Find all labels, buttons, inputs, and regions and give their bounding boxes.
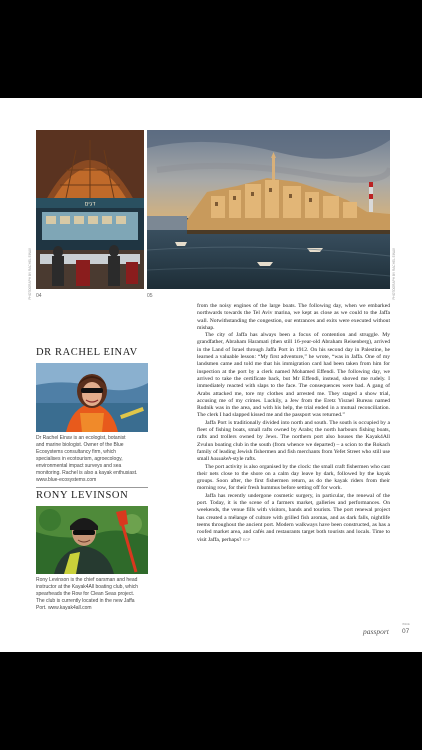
caption-number-05: 05 (147, 293, 153, 299)
rony-levinson-photo (36, 506, 148, 574)
page-number-tag: ISSUE (402, 623, 410, 626)
bio-line: specialises in ecotourism, agroecology, (36, 456, 123, 462)
magazine-logo: passport (363, 627, 389, 636)
article-paragraph (197, 420, 390, 464)
article-paragraph: The city of Jaffa has always been a focus of contention and struggle. My grandfather, Abraham Haramati (then still 16-year-old Abraham Reisenberg), arrived in the Land of Israel through Jaffa Port in 1912. On his second day in Palestine, he learned a valuable lesson: “My first adventure,” he wrote, “was in Jaffa. One of my landsmen came and told me that his immigration card had been taken from him for inspection at the port by a clerk named Mohamed Effendi. The following day, we arrived to take the certificate back, but Mr Effendi, instead, shoved me rudely. I immediately reacted with slaps to the face. The consequences were bad. A gang of Arabs attacked me, tore my clothes and arrested me. They staged a show trial, accusing me of my crimes. Luckily, a Jew from the Eretz Yisrael Bureau named Rudnik was in the area, and with his help, the trial ended in a mutual reconciliation. The clerk I had slapped kissed me and the passport was returned.” (197, 332, 390, 419)
bio-line: Ecosystems consultancy firm, which (36, 449, 117, 455)
article-body (197, 303, 390, 544)
bio-line: monitoring. Rachel is also a kayak enthusiast. (36, 470, 138, 476)
profile-bio-rony (36, 577, 156, 612)
bio-line: environmental impact surveys and sea (36, 463, 122, 469)
right-photo-credit: PHOTOGRAPH BY RACHEL EINAV (392, 248, 396, 300)
bio-line: The club is currently located in the new Jaffa (36, 598, 135, 604)
article-text: Jaffa Port is traditionally divided into north and south. The south is occupied by a fleet of fishing boats, small rafts owned by Arabs; the north harbours fishing boats, rafts and trollers owned by Jews. The northern port also houses the Kayak4All Zvulun boating club in the south (from whence we departed) – a scion to the Rokach family of leading Jewish fishermen and fish merchants from Yefet Street who still use small (197, 419, 390, 463)
profile-name-rony: RONY LEVINSON (36, 490, 129, 501)
bio-line: and marine biologist. Owner of the Blue (36, 442, 124, 448)
caption-number-04: 04 (36, 293, 42, 299)
article-paragraph (197, 493, 390, 544)
article-italic-term: hassakeh (210, 456, 232, 463)
bio-url: Port. www.kayak4all.com (36, 605, 92, 611)
magazine-page (0, 98, 422, 652)
profile-bio-rachel (36, 435, 156, 484)
end-mark: ECP (242, 537, 251, 542)
profile-name-rachel: DR RACHEL EINAV (36, 347, 138, 358)
article-paragraph: from the noisy engines of the large boats. The following day, when we embarked northwards towards the Tel Aviv marina, we kept as close as we could to the Jaffa wall. Notwithstanding the congestion, our entrances and exits were executed without mishap. (197, 303, 390, 331)
left-photo-credit: PHOTOGRAPH BY RACHEL EINAV (28, 248, 32, 300)
article-text: -style rafts. (231, 456, 257, 463)
market-sign-text: דגים (84, 200, 96, 208)
bio-url: www.blue-ecosystems.com (36, 477, 97, 483)
profile-divider (36, 487, 148, 488)
rachel-einav-photo (36, 363, 148, 432)
bio-line: instructor at the Kayak4All boating club, which (36, 584, 138, 590)
bio-line: Dr Rachel Einav is an ecologist, botanist (36, 435, 126, 441)
jaffa-port-photo (147, 130, 390, 289)
article-paragraph: The port activity is also organised by the clock: the small craft fishermen who cast their nets close to the shore on a calm day leave by dark, followed by the kayak groups. Soon after, the first fishermen return, as do the kayak riders from their morning row, for their fresh hummus before setting off for work. (197, 463, 390, 492)
market-stall-photo (36, 130, 144, 289)
article-text: Jaffa has recently undergone cosmetic surgery, in particular, the renewal of the port. Today, it is the scene of a farmers market, galleries and performances. On weekends, the venue fills with visitors, bands and tourists. The port renewal project has created a mélange of culture with grilled fish aromas, and as dark falls, nightlife teems throughout the ancient port. Modern walkways have been constructed, as has a roofed market area, and cafés and restaurants target both tourists and locals. Time to visit Jaffa, perhaps? (197, 492, 390, 543)
page-number: 07 (402, 628, 410, 635)
bio-line: spearheads the Row for Clean Seas project. (36, 591, 135, 597)
bio-line: Rony Levinson is the chief oarsman and head (36, 577, 138, 583)
